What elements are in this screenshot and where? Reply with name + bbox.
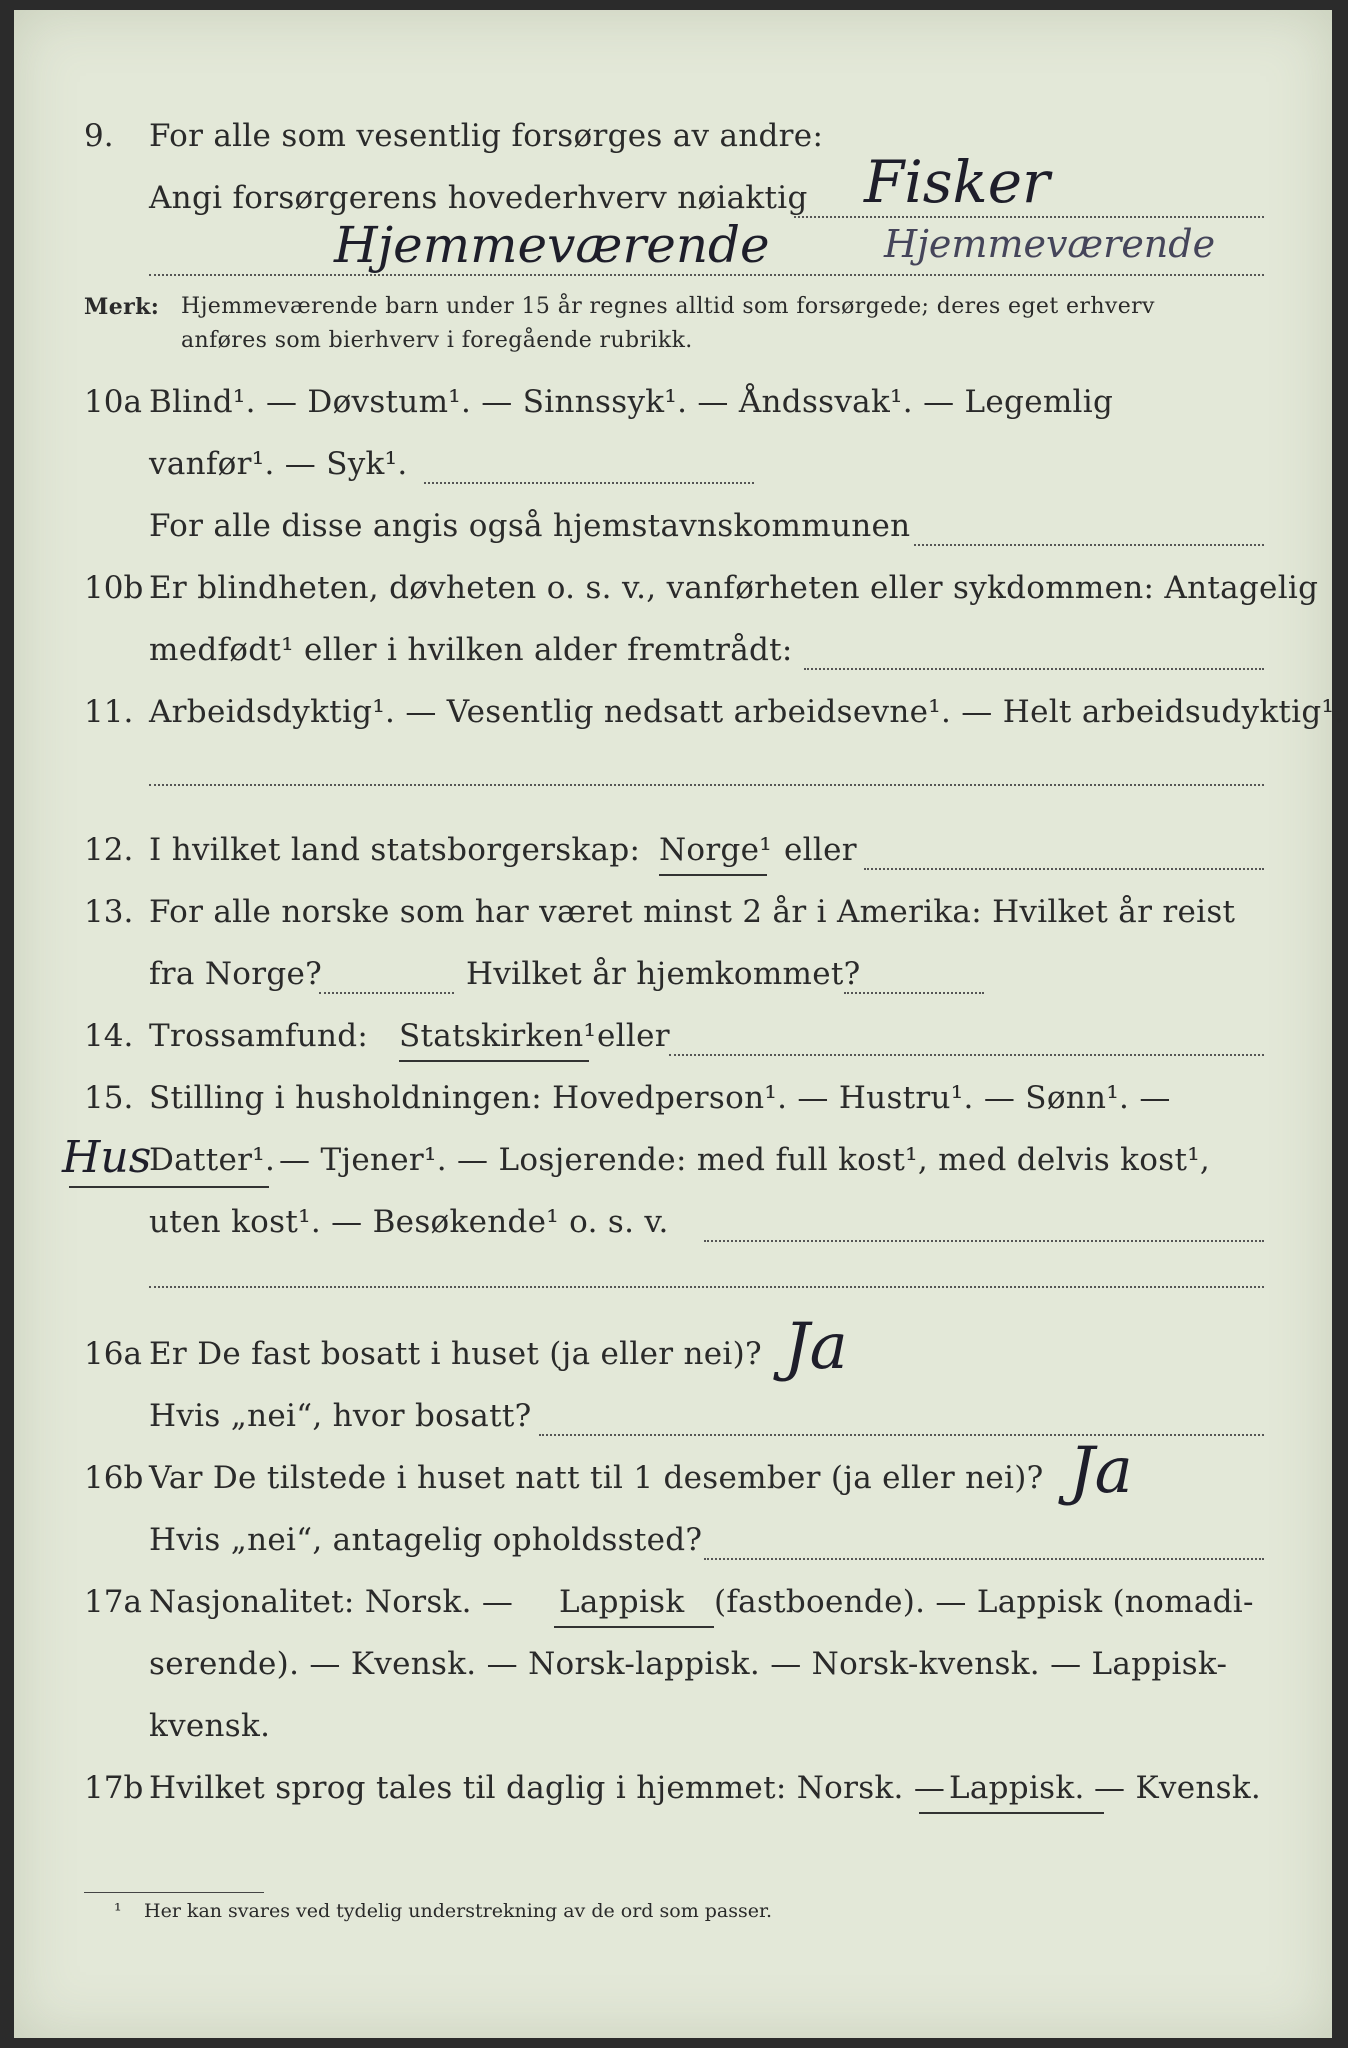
q9-answer-line-1[interactable] bbox=[794, 216, 1264, 218]
q15-row-1 bbox=[14, 1076, 1332, 1126]
q9-handwritten-occupation: Fisker bbox=[864, 148, 1050, 216]
q10b-line-1: Er blindheten, døvheten o. s. v., vanførheten eller sykdommen: Antagelig bbox=[149, 570, 1319, 606]
q17b-line-1c: — Kvensk. bbox=[1094, 1770, 1262, 1806]
q12-row bbox=[14, 828, 1332, 878]
q17b-number: 17b bbox=[84, 1770, 144, 1806]
q11-row-1 bbox=[14, 690, 1345, 740]
q16a-line-1: Er De fast bosatt i huset (ja eller nei)? bbox=[149, 1336, 762, 1372]
q17b-row bbox=[14, 1766, 1332, 1816]
q16b-answer-line[interactable] bbox=[704, 1558, 1264, 1560]
q15-answer-line-2[interactable] bbox=[149, 1286, 1264, 1288]
q13-hjemkommet-line[interactable] bbox=[844, 992, 984, 994]
q12-tail: eller bbox=[784, 832, 857, 868]
q17a-row-2 bbox=[14, 1642, 1332, 1692]
q10a-line-1: Blind¹. — Døvstum¹. — Sinnssyk¹. — Åndssvak¹. — Legemlig bbox=[149, 384, 1114, 420]
q16b-number: 16b bbox=[84, 1460, 144, 1496]
q9-answer-line-2[interactable] bbox=[149, 274, 1264, 276]
q10a-number: 10a bbox=[84, 384, 142, 420]
q16a-line-2: Hvis „nei“, hvor bosatt? bbox=[149, 1398, 532, 1434]
merk-line-2: anføres som bierhverv i foregående rubrikk. bbox=[181, 328, 693, 353]
q15-line-1: Stilling i husholdningen: Hovedperson¹. — Hustru¹. — Sønn¹. — bbox=[149, 1080, 1171, 1116]
q13-row-1 bbox=[14, 890, 1332, 940]
q12-answer-line[interactable] bbox=[864, 868, 1264, 870]
q15-option-datter[interactable]: Datter¹. bbox=[149, 1142, 276, 1178]
q10a-row-3 bbox=[14, 504, 1332, 554]
q17b-line-1a: Hvilket sprog tales til daglig i hjemmet: Norsk. — bbox=[149, 1770, 946, 1806]
q16a-row-2 bbox=[14, 1394, 1332, 1444]
q14-text: Trossamfund: bbox=[149, 1018, 369, 1054]
q17a-line-1c: (fastboende). — Lappisk (nomadi- bbox=[714, 1584, 1254, 1620]
q10a-hjemstavn-line[interactable] bbox=[914, 544, 1264, 546]
q15-handwritten-mark: Hus bbox=[62, 1132, 152, 1183]
q10b-number: 10b bbox=[84, 570, 144, 606]
q10b-line-2: medfødt¹ eller i hvilken alder fremtrådt: bbox=[149, 632, 793, 668]
q10b-answer-line[interactable] bbox=[804, 668, 1264, 670]
q16a-handwritten-answer: Ja bbox=[784, 1310, 848, 1384]
q12-text: I hvilket land statsborgerskap: bbox=[149, 832, 641, 868]
q16b-row-2 bbox=[14, 1518, 1332, 1568]
merk-line-1: Hjemmeværende barn under 15 år regnes alltid som forsørgede; deres eget erhverv bbox=[181, 294, 1155, 319]
q14-number: 14. bbox=[84, 1018, 134, 1054]
q15-row-4 bbox=[14, 1262, 1332, 1312]
q10a-row-1 bbox=[14, 380, 1332, 430]
q14-tail: eller bbox=[597, 1018, 670, 1054]
q9-row-3 bbox=[14, 216, 1332, 282]
q17a-lappisk-underline bbox=[554, 1626, 714, 1628]
q11-number: 11. bbox=[84, 694, 134, 730]
q17a-line-2: serende). — Kvensk. — Norsk-lappisk. — Norsk-kvensk. — Lappisk- bbox=[149, 1646, 1228, 1682]
q15-row-3 bbox=[14, 1200, 1332, 1250]
q12-option-norge[interactable]: Norge¹ bbox=[659, 832, 773, 868]
q16b-line-1: Var De tilstede i huset natt til 1 desember (ja eller nei)? bbox=[149, 1460, 1044, 1496]
q16b-handwritten-answer: Ja bbox=[1069, 1434, 1133, 1508]
q15-answer-line[interactable] bbox=[704, 1240, 1264, 1242]
q9-handwritten-strikeout: Hjemmeværende bbox=[884, 222, 1216, 266]
q17a-number: 17a bbox=[84, 1584, 142, 1620]
q11-line-1: Arbeidsdyktig¹. — Vesentlig nedsatt arbeidsevne¹. — Helt arbeidsudyktig¹. bbox=[149, 694, 1345, 730]
q13-reist-line[interactable] bbox=[319, 992, 454, 994]
q17b-lappisk-underline bbox=[919, 1812, 1104, 1814]
q9-line-2: Angi forsørgerens hovederhverv nøiaktig bbox=[149, 180, 808, 216]
q13-line-2a: fra Norge? bbox=[149, 956, 323, 992]
q15-line-3: uten kost¹. — Besøkende¹ o. s. v. bbox=[149, 1204, 669, 1240]
q13-number: 13. bbox=[84, 894, 134, 930]
q16b-line-2: Hvis „nei“, antagelig opholdssted? bbox=[149, 1522, 703, 1558]
q17a-line-3: kvensk. bbox=[149, 1708, 271, 1744]
q17a-option-lappisk[interactable]: Lappisk bbox=[559, 1584, 685, 1620]
q9-row-1 bbox=[14, 114, 1332, 164]
q10b-row-1 bbox=[14, 566, 1332, 616]
census-form-page bbox=[14, 10, 1345, 2038]
q17b-option-lappisk[interactable]: Lappisk. bbox=[949, 1770, 1085, 1806]
q12-norge-underline bbox=[659, 874, 767, 876]
q10a-row-2 bbox=[14, 442, 1332, 492]
q17a-line-1a: Nasjonalitet: Norsk. — bbox=[149, 1584, 514, 1620]
q16b-row-1 bbox=[14, 1434, 1332, 1508]
q14-statskirken-underline bbox=[399, 1060, 589, 1062]
q9-line-1: For alle som vesentlig forsørges av andre: bbox=[149, 118, 824, 154]
q14-answer-line[interactable] bbox=[669, 1054, 1264, 1056]
q12-number: 12. bbox=[84, 832, 134, 868]
q16a-answer-line[interactable] bbox=[539, 1434, 1264, 1436]
footnote-mark: ¹ bbox=[114, 1900, 122, 1922]
q10a-line-2: vanfør¹. — Syk¹. bbox=[149, 446, 408, 482]
merk-label: Merk: bbox=[84, 294, 160, 320]
q11-answer-line[interactable] bbox=[149, 784, 1264, 786]
q17a-row-1 bbox=[14, 1580, 1332, 1630]
q10a-answer-line[interactable] bbox=[424, 482, 754, 484]
q10a-line-3: For alle disse angis også hjemstavnskommunen bbox=[149, 508, 911, 544]
q15-datter-underline bbox=[69, 1186, 269, 1188]
q13-line-1: For alle norske som har været minst 2 år i Amerika: Hvilket år reist bbox=[149, 894, 1236, 930]
q16a-number: 16a bbox=[84, 1336, 142, 1372]
footnote-rule bbox=[84, 1892, 264, 1893]
footnote-text: Her kan svares ved tydelig understrekning av de ord som passer. bbox=[144, 1900, 773, 1922]
q14-option-statskirken[interactable]: Statskirken¹ bbox=[399, 1018, 597, 1054]
q17a-row-3 bbox=[14, 1704, 1332, 1754]
q9-number: 9. bbox=[84, 118, 114, 154]
q9-handwritten-status: Hjemmeværende bbox=[334, 216, 770, 274]
q15-line-2b: — Tjener¹. — Losjerende: med full kost¹, med delvis kost¹, bbox=[279, 1142, 1211, 1178]
q13-row-2 bbox=[14, 952, 1332, 1002]
q16a-row-1 bbox=[14, 1310, 1332, 1384]
q15-row-2 bbox=[14, 1132, 1332, 1188]
q10b-row-2 bbox=[14, 628, 1332, 678]
q14-row bbox=[14, 1014, 1332, 1064]
q11-row-2 bbox=[14, 752, 1332, 802]
q13-line-2b: Hvilket år hjemkommet? bbox=[466, 956, 861, 992]
q15-number: 15. bbox=[84, 1080, 134, 1116]
